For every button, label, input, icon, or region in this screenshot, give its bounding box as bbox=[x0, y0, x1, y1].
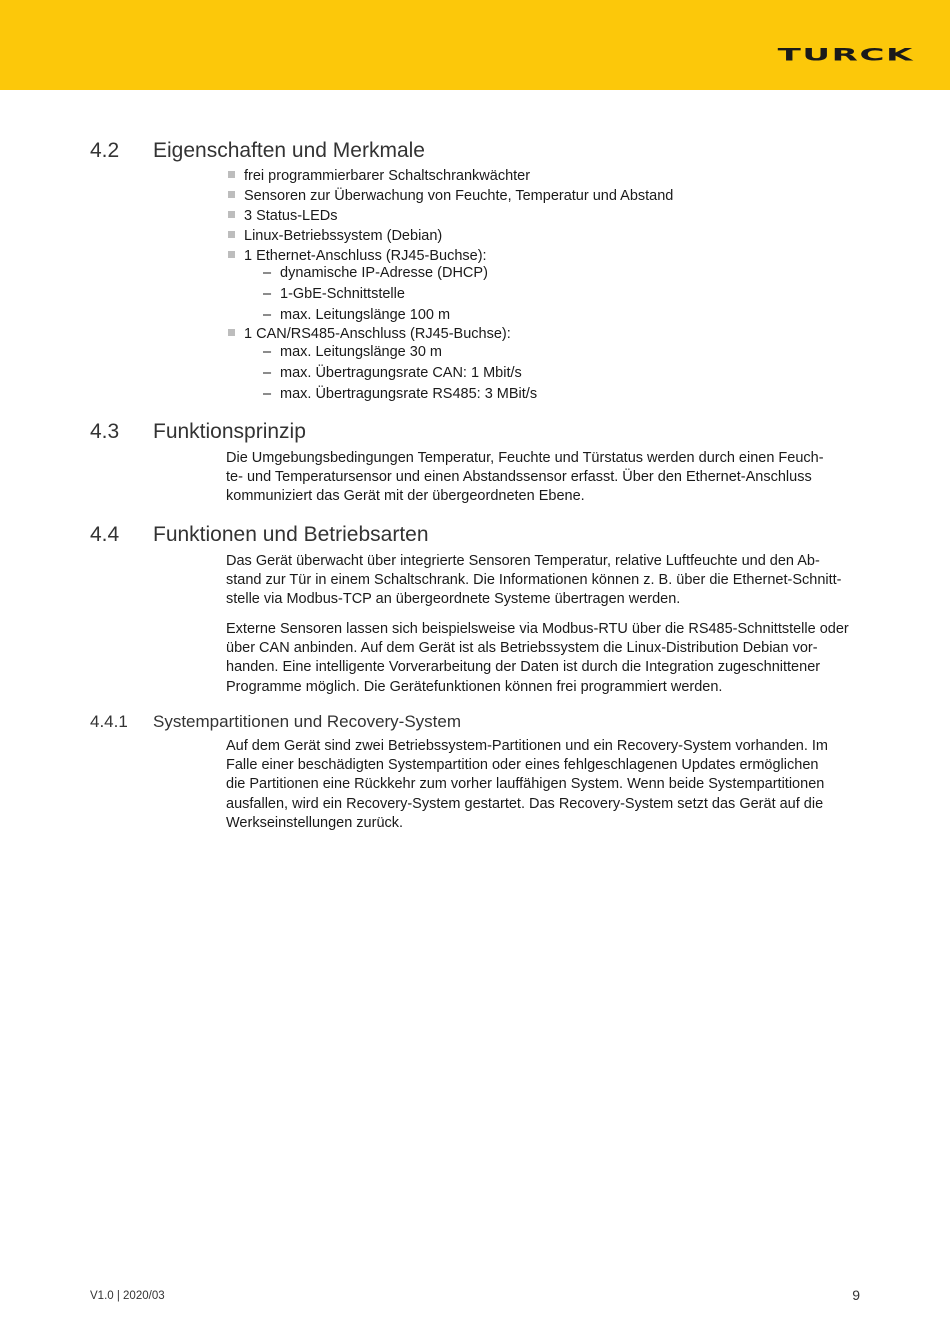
list-item: Sensoren zur Überwachung von Feuchte, Temperatur und Abstand bbox=[228, 188, 673, 204]
section-title: Funktionsprinzip bbox=[153, 420, 306, 443]
section-title: Eigenschaften und Merkmale bbox=[153, 139, 425, 162]
sub-list-item: – max. Leitungslänge 100 m bbox=[263, 307, 451, 323]
list-item: 3 Status-LEDs bbox=[228, 208, 338, 224]
sub-list-item: – 1-GbE-Schnittstelle bbox=[263, 286, 405, 302]
page-number: 9 bbox=[852, 1287, 860, 1303]
square-bullet-icon bbox=[228, 251, 235, 258]
section-4-2-heading bbox=[90, 139, 425, 163]
section-title: Systempartitionen und Recovery-System bbox=[153, 712, 462, 731]
list-item: 1 Ethernet-Anschluss (RJ45-Buchse): bbox=[228, 248, 487, 264]
section-number: 4.4.1 bbox=[90, 712, 128, 731]
square-bullet-icon bbox=[228, 171, 235, 178]
list-item: Linux-Betriebssystem (Debian) bbox=[228, 228, 442, 244]
header-bar bbox=[0, 0, 950, 90]
list-item: 1 CAN/RS485-Anschluss (RJ45-Buchse): bbox=[228, 326, 511, 342]
sub-list-item: – max. Übertragungsrate CAN: 1 Mbit/s bbox=[263, 365, 522, 381]
turck-logo: TURCK bbox=[777, 45, 914, 66]
square-bullet-icon bbox=[228, 191, 235, 198]
section-4-4-heading bbox=[90, 523, 429, 547]
section-number: 4.4 bbox=[90, 523, 120, 546]
section-4-4-paragraph-2: Externe Sensoren lassen sich beispielsweise via Modbus-RTU über die RS485-Schnittstelle oder über CAN anbinden. Auf dem Gerät ist als Betriebssystem die Linux-Distribution Debian vor- handen. Eine intelligente Vorverarbeitung der Daten ist durch die Integration zugeschnittener Programme möglich. Die Gerätefunktionen können frei programmiert werden. bbox=[226, 621, 849, 695]
sub-list-item: – dynamische IP-Adresse (DHCP) bbox=[263, 265, 488, 281]
section-4-3-heading bbox=[90, 420, 306, 444]
square-bullet-icon bbox=[228, 211, 235, 218]
section-4-4-1-heading bbox=[90, 712, 461, 732]
section-4-3-paragraph: Die Umgebungsbedingungen Temperatur, Feuchte und Türstatus werden durch einen Feuch- te- und Temperatursensor und einen Abstandssensor erfasst. Über den Ethernet-Anschluss kommuniziert das Gerät mit der übergeordneten Ebene. bbox=[226, 450, 824, 505]
section-number: 4.3 bbox=[90, 420, 120, 443]
sub-list-item: – max. Übertragungsrate RS485: 3 MBit/s bbox=[263, 386, 538, 402]
section-number: 4.2 bbox=[90, 139, 120, 162]
section-4-4-paragraph-1: Das Gerät überwacht über integrierte Sensoren Temperatur, relative Luftfeuchte und den Ab- stand zur Tür in einem Schaltschrank. Die Informationen können z. B. über die Ethernet-Schnitt- stelle via Modbus-TCP an übergeordnete Systeme übertragen werden. bbox=[226, 553, 842, 608]
section-4-4-1-paragraph: Auf dem Gerät sind zwei Betriebssystem-Partitionen und ein Recovery-System vorhanden. Im Falle einer beschädigten Systempartition oder eines fehlgeschlagenen Updates ermöglichen die Partitionen eine Rückkehr zum vorher lauffähigen System. Wenn beide Systempartitionen ausfallen, wird ein Recovery-System gestartet. Das Recovery-System setzt das Gerät auf die Werkseinstellungen zurück. bbox=[226, 738, 829, 831]
square-bullet-icon bbox=[228, 329, 235, 336]
footer-version: V1.0 | 2020/03 bbox=[90, 1290, 165, 1302]
section-title: Funktionen und Betriebsarten bbox=[153, 523, 429, 546]
sub-list-item: – max. Leitungslänge 30 m bbox=[263, 344, 443, 360]
list-item: frei programmierbarer Schaltschrankwächter bbox=[228, 168, 530, 184]
square-bullet-icon bbox=[228, 231, 235, 238]
